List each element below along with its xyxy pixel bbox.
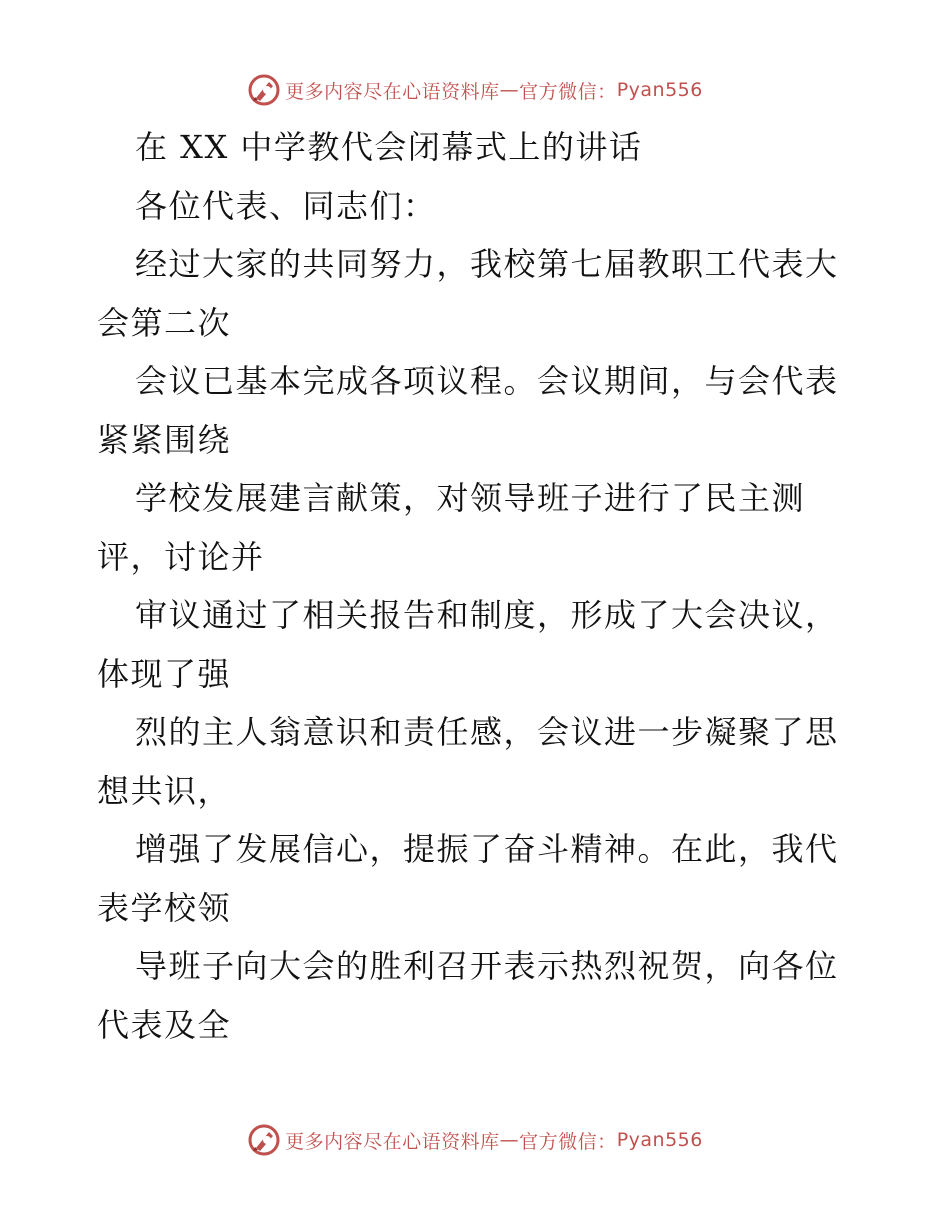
- banner-official-label: 官方微信：: [519, 80, 617, 103]
- footer-banner: [0, 1120, 950, 1160]
- paragraph-line: 增强了发展信心，提振了奋斗精神。在此，我代: [135, 830, 839, 868]
- paragraph-line: 表学校领: [97, 888, 232, 927]
- paragraph-line: 代表及全: [97, 1005, 232, 1044]
- paragraph-line: 评，讨论并: [97, 537, 265, 576]
- paragraph-line: 想共识，: [97, 771, 232, 810]
- pen-logo-icon: [247, 73, 281, 107]
- paragraph-line: 体现了强: [97, 654, 232, 693]
- header-banner: [0, 70, 950, 110]
- paragraph-line: 会议已基本完成各项议程。会议期间，与会代表: [135, 362, 839, 400]
- document-title: 在 XX 中学教代会闭幕式上的讲话: [135, 128, 643, 166]
- paragraph-line: 审议通过了相关报告和制度，形成了大会决议，: [135, 596, 839, 634]
- paragraph-line: 紧紧围绕: [97, 420, 232, 459]
- banner-separator: —: [499, 79, 520, 101]
- paragraph-line: 经过大家的共同努力，我校第七届教职工代表大: [135, 245, 839, 283]
- paragraph-line: 学校发展建言献策，对领导班子进行了民主测: [135, 479, 806, 517]
- banner-official-label: 官方微信：: [519, 1130, 617, 1153]
- paragraph-line: 各位代表、同志们：: [135, 186, 437, 225]
- banner-handle: Pyan556: [616, 1129, 703, 1151]
- banner-main-text: 更多内容尽在心语资料库: [285, 80, 500, 103]
- banner-main-text: 更多内容尽在心语资料库: [285, 1130, 500, 1153]
- paragraph-line: 导班子向大会的胜利召开表示热烈祝贺，向各位: [135, 947, 839, 985]
- document-body: [97, 118, 857, 1054]
- paragraph-line: 烈的主人翁意识和责任感，会议进一步凝聚了思: [135, 713, 839, 751]
- banner-handle: Pyan556: [616, 79, 703, 101]
- banner-separator: —: [499, 1129, 520, 1151]
- paragraph-line: 会第二次: [97, 303, 232, 342]
- pen-logo-icon: [247, 1123, 281, 1157]
